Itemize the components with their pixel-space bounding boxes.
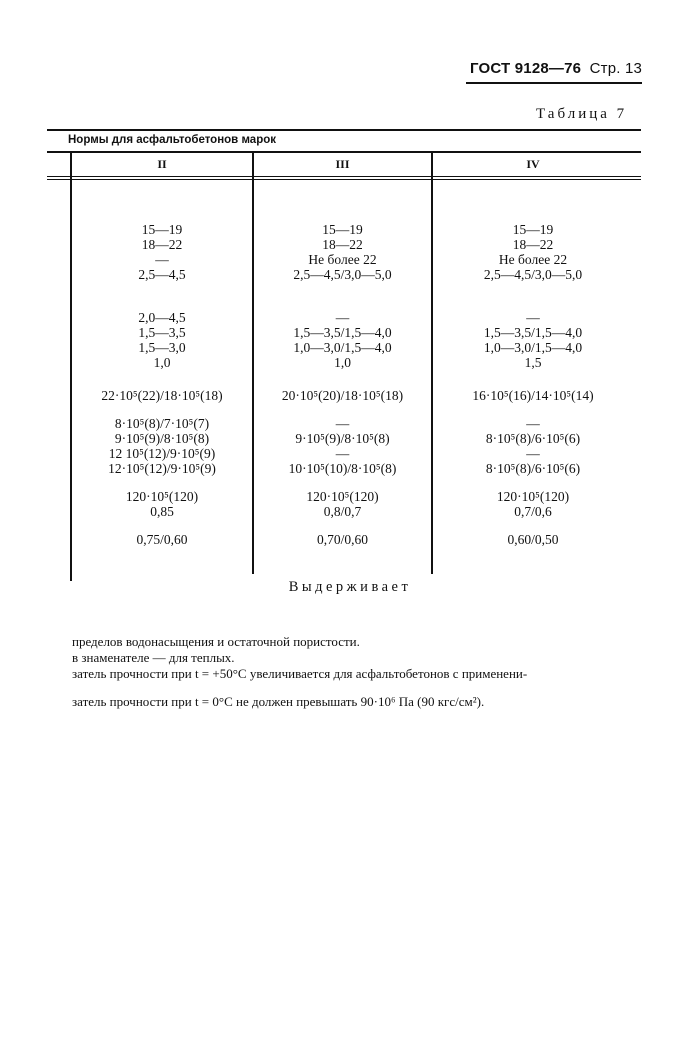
cell: — bbox=[335, 446, 350, 461]
table-title: Таблица 7 bbox=[536, 106, 628, 122]
cell: 1,0—3,0/1,5—4,0 bbox=[293, 340, 392, 355]
cell: 0,85 bbox=[150, 504, 174, 519]
cell: 1,5—3,5/1,5—4,0 bbox=[293, 325, 392, 340]
standard-number: ГОСТ 9128—76 bbox=[470, 60, 582, 77]
cell: 2,5—4,5/3,0—5,0 bbox=[483, 267, 583, 282]
cell: 1,5—3,5 bbox=[138, 325, 186, 340]
cell: 15—19 bbox=[141, 222, 183, 237]
page-number: Стр. 13 bbox=[589, 60, 643, 77]
footnote-line-4: затель прочности при t = 0°С не должен превышать 90·10⁶ Па (90 кгс/см²). bbox=[72, 694, 485, 709]
cell: 120·10⁵(120) bbox=[496, 489, 570, 504]
footnote-line-1: пределов водонасыщения и остаточной пористости. bbox=[72, 634, 360, 649]
cell: 0,7/0,6 bbox=[514, 504, 552, 519]
cell: 1,5—3,5/1,5—4,0 bbox=[483, 325, 583, 340]
cell: 20·10⁵(20)/18·10⁵(18) bbox=[281, 388, 404, 403]
cell: 2,0—4,5 bbox=[138, 310, 186, 325]
cell: 9·10⁵(9)/8·10⁵(8) bbox=[295, 431, 390, 446]
footnote-line-3: затель прочности при t = +50°С увеличивается для асфальтобетонов с применени- bbox=[72, 666, 528, 681]
column-iii-values bbox=[254, 222, 431, 547]
cell: 1,0—3,0/1,5—4,0 bbox=[483, 340, 583, 355]
cell: 2,5—4,5 bbox=[138, 267, 186, 282]
cell: 0,75/0,60 bbox=[136, 532, 188, 547]
cell: 120·10⁵(120) bbox=[125, 489, 199, 504]
cell: 10·10⁵(10)/8·10⁵(8) bbox=[288, 461, 397, 476]
cell: 1,0 bbox=[334, 355, 351, 370]
cell: 16·10⁵(16)/14·10⁵(14) bbox=[472, 388, 594, 403]
cell: — bbox=[526, 446, 540, 461]
column-header-iii: III bbox=[335, 157, 350, 171]
header-rule bbox=[466, 82, 642, 84]
cell: 15—19 bbox=[322, 222, 363, 237]
table-caption: Нормы для асфальтобетонов марок bbox=[68, 134, 276, 146]
cell: 18—22 bbox=[322, 237, 363, 252]
cell: Не более 22 bbox=[308, 252, 377, 267]
cell: 1,0 bbox=[153, 355, 171, 370]
withstands-span-row: Выдерживает bbox=[288, 579, 412, 595]
cell: — bbox=[155, 252, 169, 267]
cell: 22·10⁵(22)/18·10⁵(18) bbox=[101, 388, 223, 403]
footnote-line-2: в знаменателе — для теплых. bbox=[72, 650, 235, 665]
cell: 8·10⁵(8)/6·10⁵(6) bbox=[485, 431, 581, 446]
cell: 12·10⁵(12)/9·10⁵(9) bbox=[108, 461, 216, 476]
cell: 0,70/0,60 bbox=[316, 532, 368, 547]
cell: — bbox=[526, 416, 540, 431]
cell: 8·10⁵(8)/7·10⁵(7) bbox=[114, 416, 210, 431]
cell: 15—19 bbox=[512, 222, 554, 237]
cell: 0,8/0,7 bbox=[323, 504, 362, 519]
caption-rule bbox=[47, 151, 641, 153]
column-header-iv: IV bbox=[526, 157, 540, 171]
page-header bbox=[470, 60, 642, 77]
cell: 1,5—3,0 bbox=[138, 340, 186, 355]
cell: Не более 22 bbox=[498, 252, 568, 267]
cell: 9·10⁵(9)/8·10⁵(8) bbox=[114, 431, 210, 446]
cell: 8·10⁵(8)/6·10⁵(6) bbox=[485, 461, 581, 476]
cell: 120·10⁵(120) bbox=[306, 489, 379, 504]
column-iv-values bbox=[433, 222, 633, 547]
column-ii-values bbox=[72, 222, 252, 547]
cell: 18—22 bbox=[141, 237, 183, 252]
column-header-ii: II bbox=[157, 157, 167, 171]
cell: 2,5—4,5/3,0—5,0 bbox=[293, 267, 392, 282]
cell: 12 10⁵(12)/9·10⁵(9) bbox=[108, 446, 216, 461]
cell: — bbox=[335, 310, 350, 325]
cell: 18—22 bbox=[512, 237, 554, 252]
table-top-rule bbox=[47, 129, 641, 131]
cell: 1,5 bbox=[524, 355, 542, 370]
column-header-rule-2 bbox=[47, 179, 641, 180]
cell: — bbox=[335, 416, 350, 431]
cell: — bbox=[526, 310, 540, 325]
column-header-rule-1 bbox=[47, 176, 641, 177]
cell: 0,60/0,50 bbox=[507, 532, 559, 547]
